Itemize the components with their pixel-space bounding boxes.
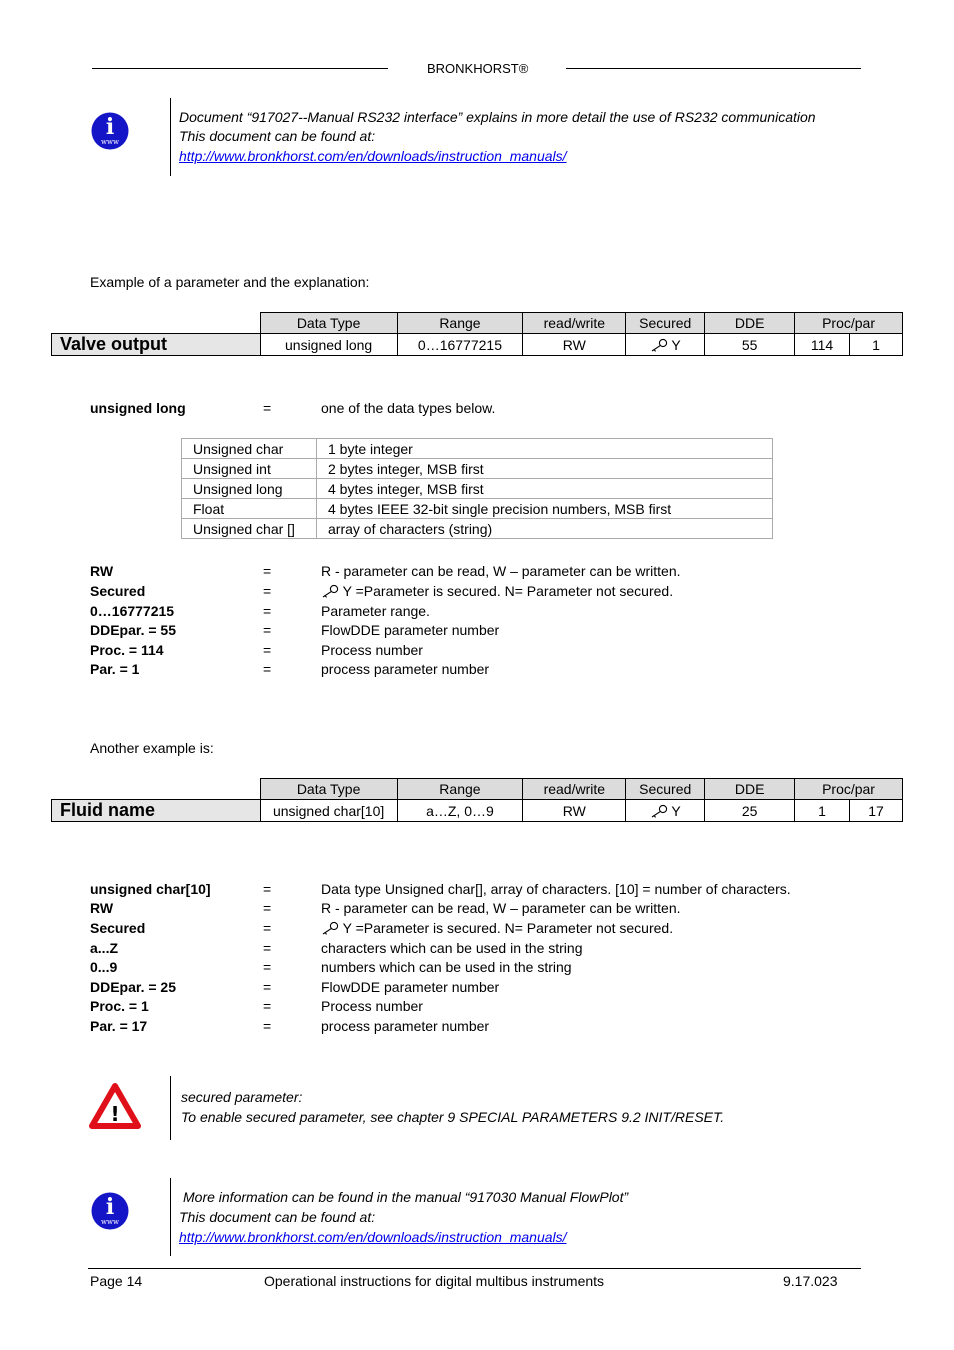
param-proc: 1 [795, 800, 850, 822]
warning-note-line2: To enable secured parameter, see chapter 9 SPECIAL PARAMETERS 9.2 INIT/RESET. [181, 1109, 725, 1125]
param-secured: Y [671, 802, 681, 819]
col-header-proc-par: Proc/par [795, 779, 903, 800]
col-header-proc-par: Proc/par [795, 313, 903, 334]
info-note-1-line2: This document can be found at: [179, 128, 376, 144]
info-note-2-line1: More information can be found in the manual “917030 Manual FlowPlot” [183, 1189, 629, 1205]
table-row: Unsigned char [] array of characters (string) [182, 519, 773, 539]
warning-icon-symbol: ! [110, 1102, 120, 1126]
param-data-type: unsigned long [260, 334, 397, 356]
param-table-fluid-name [51, 778, 903, 822]
col-header-secured: Secured [626, 313, 705, 334]
table-row: Unsigned int 2 bytes integer, MSB first [182, 459, 773, 479]
info-icon-caption: www [101, 138, 119, 146]
param-range: 0…16777215 [397, 334, 523, 356]
param-rw: RW [523, 800, 626, 822]
param-par: 1 [850, 334, 903, 356]
param-par: 17 [850, 800, 903, 822]
definition-row: Proc. = 114 = Process number [90, 642, 423, 658]
col-header-data-type: Data Type [260, 313, 397, 334]
param-range: a…Z, 0…9 [397, 800, 523, 822]
info-icon-caption: www [101, 1218, 119, 1226]
col-header-dde: DDE [705, 779, 795, 800]
table-row: Unsigned long 4 bytes integer, MSB first [182, 479, 773, 499]
param-data-type: unsigned char[10] [260, 800, 397, 822]
definition-row: 0…16777215 = Parameter range. [90, 603, 430, 619]
info-note-1-bar [170, 98, 171, 176]
footer-rule [88, 1268, 861, 1269]
footer-page: Page 14 [90, 1273, 143, 1289]
key-icon [321, 584, 339, 598]
definition-row: a...Z = characters which can be used in the string [90, 940, 583, 956]
definition-row: RW = R - parameter can be read, W – parameter can be written. [90, 563, 681, 579]
param-table-valve-output [51, 312, 903, 356]
table-row: Float 4 bytes IEEE 32-bit single precision numbers, MSB first [182, 499, 773, 519]
example-intro: Example of a parameter and the explanation: [90, 274, 370, 290]
info-note-2-bar [170, 1178, 171, 1256]
param-name: Valve output [52, 334, 261, 356]
param-dde: 25 [705, 800, 795, 822]
warning-note-line1: secured parameter: [181, 1089, 303, 1105]
param-dde: 55 [705, 334, 795, 356]
info-www-icon [90, 112, 130, 150]
definition-row: Par. = 17 = process parameter number [90, 1018, 490, 1034]
param-proc: 114 [795, 334, 850, 356]
col-header-dde: DDE [705, 313, 795, 334]
col-header-data-type: Data Type [260, 779, 397, 800]
definition-row: Secured = Y =Parameter is secured. N= Parameter not secured. [90, 583, 674, 599]
col-header-range: Range [397, 779, 523, 800]
info-note-1-line1: Document “917027--Manual RS232 interface” explains in more detail the use of RS232 communication [179, 109, 816, 125]
definition-row: unsigned char[10] = Data type Unsigned char[], array of characters. [10] = number of characters. [90, 881, 791, 897]
definition-row: Secured = Y =Parameter is secured. N= Parameter not secured. [90, 920, 674, 936]
footer-title: Operational instructions for digital multibus instruments [264, 1273, 605, 1289]
definition-row: Par. = 1 = process parameter number [90, 661, 490, 677]
table-row: Unsigned char 1 byte integer [182, 439, 773, 459]
param-rw: RW [523, 334, 626, 356]
col-header-read-write: read/write [523, 779, 626, 800]
info-icon-letter: i [105, 1194, 115, 1220]
key-icon [650, 804, 668, 818]
key-icon [321, 921, 339, 935]
warning-note-bar [170, 1076, 171, 1140]
warning-icon [89, 1083, 141, 1129]
key-icon [650, 338, 668, 352]
another-example-intro: Another example is: [90, 740, 214, 756]
def-data-type: unsigned long = one of the data types below. [90, 400, 496, 416]
header-rule-left [92, 68, 388, 69]
definition-row: DDEpar. = 55 = FlowDDE parameter number [90, 622, 500, 638]
definition-row: DDEpar. = 25 = FlowDDE parameter number [90, 979, 500, 995]
info-note-1-link[interactable]: http://www.bronkhorst.com/en/downloads/instruction_manuals/ [179, 148, 567, 164]
col-header-secured: Secured [626, 779, 705, 800]
header-brand: BRONKHORST® [427, 61, 529, 76]
info-note-2-line2: This document can be found at: [179, 1209, 376, 1225]
data-types-table [181, 438, 773, 539]
info-www-icon [90, 1192, 130, 1230]
info-icon-letter: i [105, 114, 115, 140]
col-header-range: Range [397, 313, 523, 334]
definition-row: RW = R - parameter can be read, W – parameter can be written. [90, 900, 681, 916]
footer-doc-number: 9.17.023 [783, 1273, 838, 1289]
definition-row: 0...9 = numbers which can be used in the string [90, 959, 572, 975]
col-header-read-write: read/write [523, 313, 626, 334]
param-secured: Y [671, 336, 681, 353]
param-name: Fluid name [52, 800, 261, 822]
header-rule-right [566, 68, 861, 69]
definition-row: Proc. = 1 = Process number [90, 998, 423, 1014]
info-note-2-link[interactable]: http://www.bronkhorst.com/en/downloads/instruction_manuals/ [179, 1229, 567, 1245]
